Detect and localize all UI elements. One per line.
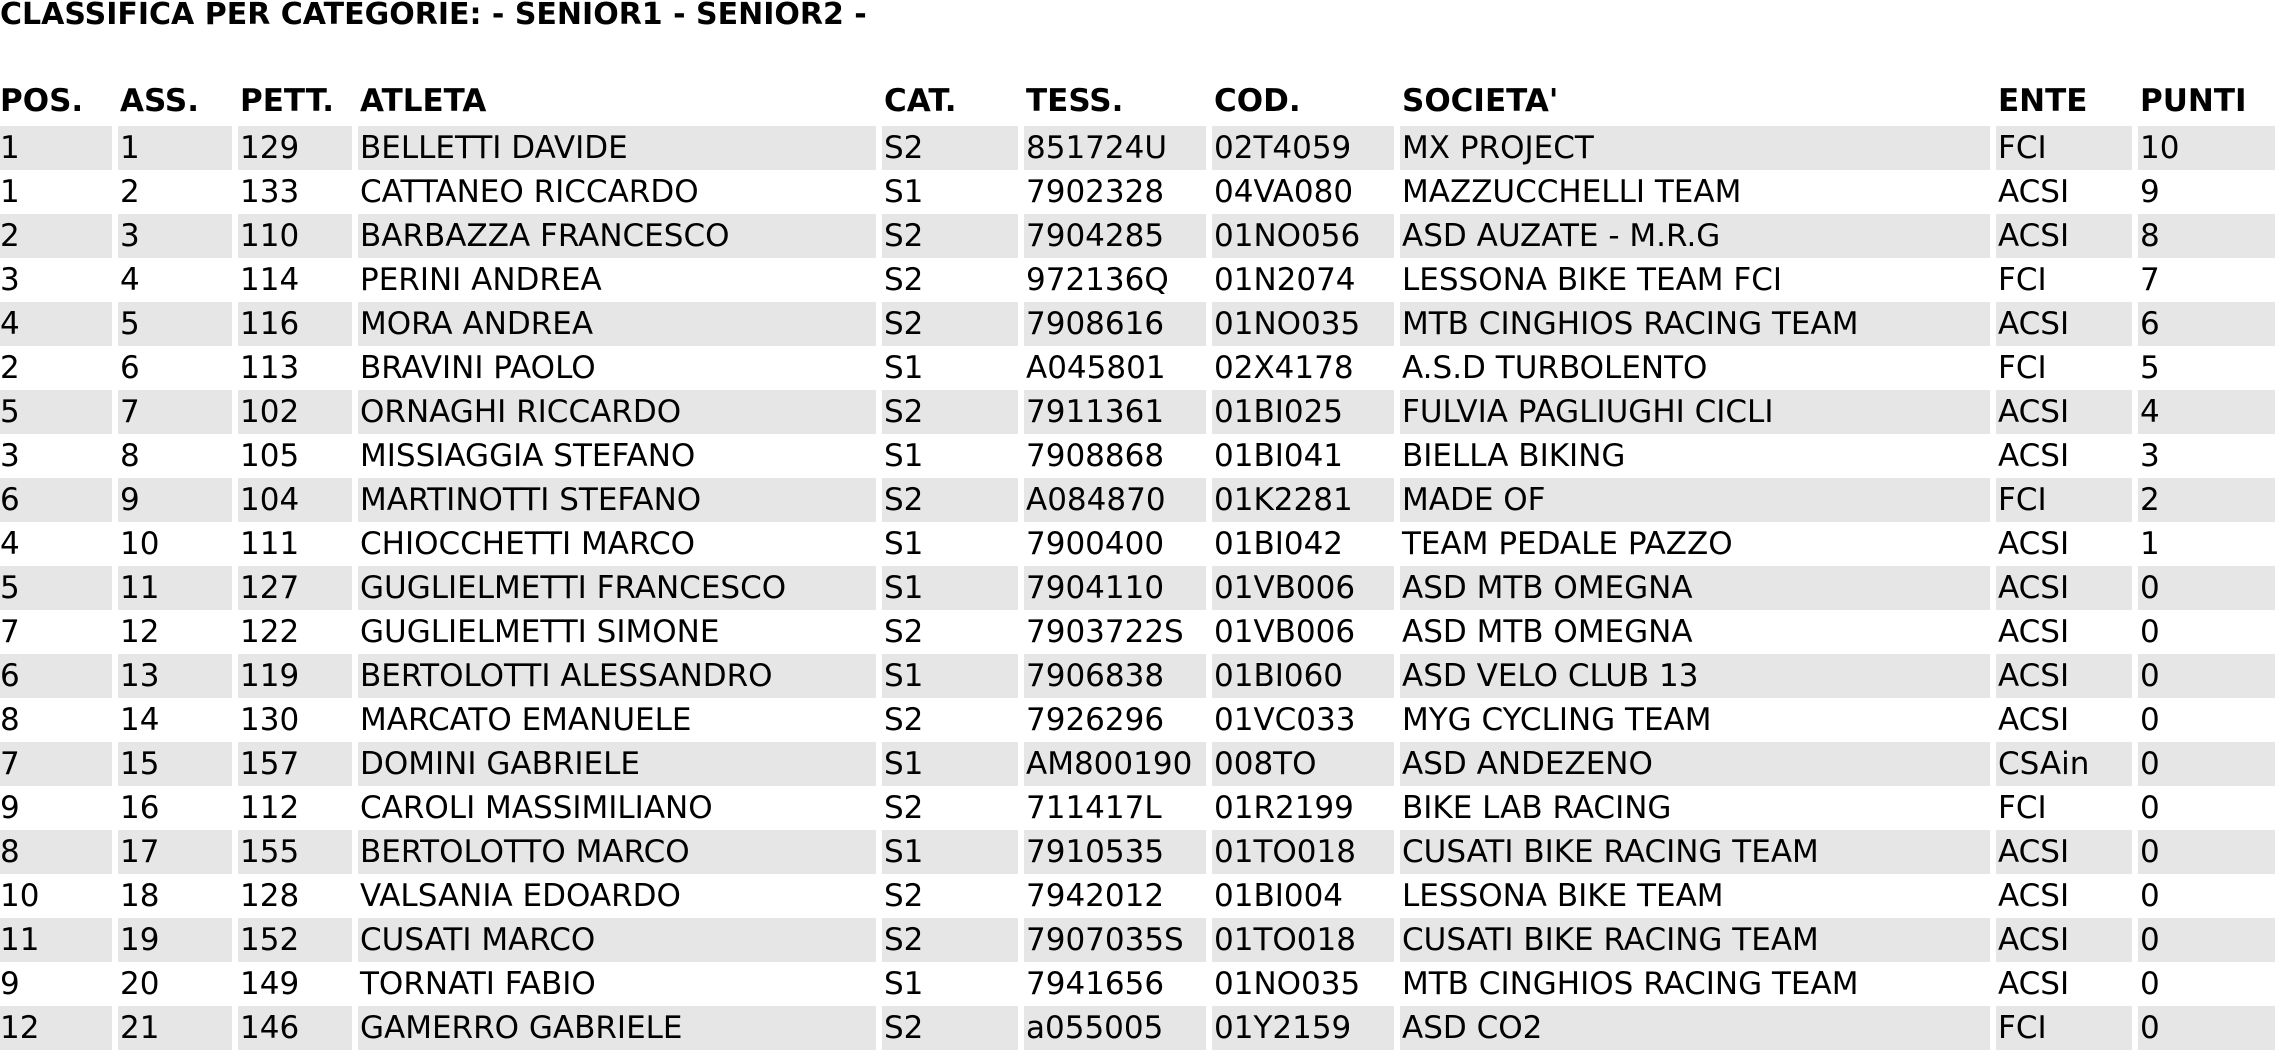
- cell-punti: 1: [2138, 522, 2275, 566]
- cell-societa: BIKE LAB RACING: [1400, 786, 1996, 830]
- cell-pett: 128: [238, 874, 358, 918]
- cell-tess: 7900400: [1024, 522, 1212, 566]
- cell-pett: 114: [238, 258, 358, 302]
- cell-ente: ACSI: [1996, 830, 2138, 874]
- cell-tess: a055005: [1024, 1006, 1212, 1050]
- cell-tess: 7908616: [1024, 302, 1212, 346]
- cell-cod: 01BI060: [1212, 654, 1400, 698]
- cell-pos: 1: [0, 170, 118, 214]
- cell-ass: 15: [118, 742, 238, 786]
- cell-tess: 7902328: [1024, 170, 1212, 214]
- cell-pett: 152: [238, 918, 358, 962]
- cell-ass: 14: [118, 698, 238, 742]
- cell-ente: ACSI: [1996, 434, 2138, 478]
- cell-cat: S1: [882, 654, 1024, 698]
- cell-pos: 8: [0, 698, 118, 742]
- cell-ente: ACSI: [1996, 874, 2138, 918]
- cell-punti: 0: [2138, 962, 2275, 1006]
- cell-societa: MADE OF: [1400, 478, 1996, 522]
- cell-cat: S2: [882, 1006, 1024, 1050]
- cell-punti: 7: [2138, 258, 2275, 302]
- cell-atleta: BERTOLOTTO MARCO: [358, 830, 882, 874]
- cell-cod: 01NO056: [1212, 214, 1400, 258]
- cell-ente: ACSI: [1996, 214, 2138, 258]
- cell-tess: 7903722S: [1024, 610, 1212, 654]
- cell-atleta: MARTINOTTI STEFANO: [358, 478, 882, 522]
- cell-cat: S2: [882, 786, 1024, 830]
- cell-cod: 01BI041: [1212, 434, 1400, 478]
- cell-societa: MTB CINGHIOS RACING TEAM: [1400, 302, 1996, 346]
- table-row: [0, 302, 2275, 346]
- cell-ente: CSAin: [1996, 742, 2138, 786]
- cell-ente: FCI: [1996, 1006, 2138, 1050]
- cell-cod: 01R2199: [1212, 786, 1400, 830]
- cell-pett: 119: [238, 654, 358, 698]
- cell-cod: 008TO: [1212, 742, 1400, 786]
- cell-cat: S2: [882, 478, 1024, 522]
- cell-cat: S2: [882, 258, 1024, 302]
- table-row: [0, 786, 2275, 830]
- cell-ass: 11: [118, 566, 238, 610]
- cell-ass: 3: [118, 214, 238, 258]
- cell-atleta: CATTANEO RICCARDO: [358, 170, 882, 214]
- cell-pos: 6: [0, 654, 118, 698]
- column-header-cat: CAT.: [884, 83, 957, 119]
- column-header-ente: ENTE: [1998, 83, 2088, 119]
- column-header-punti: PUNTI: [2140, 83, 2247, 119]
- cell-ente: FCI: [1996, 346, 2138, 390]
- table-row: [0, 126, 2275, 170]
- table-row: [0, 1006, 2275, 1050]
- cell-punti: 0: [2138, 610, 2275, 654]
- cell-pos: 2: [0, 346, 118, 390]
- page-title: CLASSIFICA PER CATEGORIE: - SENIOR1 - SENIOR2 -: [0, 0, 867, 32]
- table-row: [0, 962, 2275, 1006]
- results-table-body: [0, 126, 2275, 1050]
- cell-ass: 9: [118, 478, 238, 522]
- cell-cod: 01N2074: [1212, 258, 1400, 302]
- cell-ass: 5: [118, 302, 238, 346]
- cell-punti: 0: [2138, 654, 2275, 698]
- cell-atleta: MARCATO EMANUELE: [358, 698, 882, 742]
- cell-atleta: VALSANIA EDOARDO: [358, 874, 882, 918]
- cell-ente: ACSI: [1996, 610, 2138, 654]
- cell-cat: S2: [882, 214, 1024, 258]
- cell-pett: 146: [238, 1006, 358, 1050]
- cell-atleta: ORNAGHI RICCARDO: [358, 390, 882, 434]
- cell-cod: 01BI004: [1212, 874, 1400, 918]
- cell-societa: LESSONA BIKE TEAM: [1400, 874, 1996, 918]
- cell-tess: A084870: [1024, 478, 1212, 522]
- table-row: [0, 610, 2275, 654]
- cell-atleta: GUGLIELMETTI FRANCESCO: [358, 566, 882, 610]
- cell-pos: 4: [0, 522, 118, 566]
- table-row: [0, 742, 2275, 786]
- cell-pos: 12: [0, 1006, 118, 1050]
- cell-pett: 127: [238, 566, 358, 610]
- cell-societa: A.S.D TURBOLENTO: [1400, 346, 1996, 390]
- cell-pett: 122: [238, 610, 358, 654]
- table-row: [0, 390, 2275, 434]
- column-header-atleta: ATLETA: [360, 83, 487, 119]
- cell-pos: 10: [0, 874, 118, 918]
- cell-ass: 21: [118, 1006, 238, 1050]
- cell-punti: 0: [2138, 698, 2275, 742]
- cell-pett: 110: [238, 214, 358, 258]
- cell-tess: 972136Q: [1024, 258, 1212, 302]
- cell-cod: 02T4059: [1212, 126, 1400, 170]
- cell-punti: 0: [2138, 830, 2275, 874]
- cell-ass: 17: [118, 830, 238, 874]
- cell-cod: 02X4178: [1212, 346, 1400, 390]
- cell-atleta: BELLETTI DAVIDE: [358, 126, 882, 170]
- cell-cod: 01Y2159: [1212, 1006, 1400, 1050]
- table-row: [0, 258, 2275, 302]
- cell-tess: 7908868: [1024, 434, 1212, 478]
- cell-pett: 104: [238, 478, 358, 522]
- cell-atleta: CHIOCCHETTI MARCO: [358, 522, 882, 566]
- cell-pos: 9: [0, 786, 118, 830]
- cell-societa: MTB CINGHIOS RACING TEAM: [1400, 962, 1996, 1006]
- cell-ente: ACSI: [1996, 170, 2138, 214]
- cell-ass: 12: [118, 610, 238, 654]
- cell-pett: 133: [238, 170, 358, 214]
- cell-atleta: PERINI ANDREA: [358, 258, 882, 302]
- table-header-row: [0, 76, 2275, 126]
- cell-pos: 6: [0, 478, 118, 522]
- cell-societa: ASD MTB OMEGNA: [1400, 566, 1996, 610]
- cell-punti: 0: [2138, 742, 2275, 786]
- cell-ente: ACSI: [1996, 962, 2138, 1006]
- cell-pos: 3: [0, 258, 118, 302]
- cell-societa: ASD VELO CLUB 13: [1400, 654, 1996, 698]
- column-header-pett: PETT.: [240, 83, 334, 119]
- cell-societa: CUSATI BIKE RACING TEAM: [1400, 918, 1996, 962]
- cell-punti: 2: [2138, 478, 2275, 522]
- cell-ente: ACSI: [1996, 522, 2138, 566]
- cell-atleta: BERTOLOTTI ALESSANDRO: [358, 654, 882, 698]
- cell-ente: ACSI: [1996, 302, 2138, 346]
- cell-ass: 2: [118, 170, 238, 214]
- table-row: [0, 654, 2275, 698]
- cell-societa: MAZZUCCHELLI TEAM: [1400, 170, 1996, 214]
- cell-pos: 8: [0, 830, 118, 874]
- cell-societa: MYG CYCLING TEAM: [1400, 698, 1996, 742]
- cell-pett: 129: [238, 126, 358, 170]
- table-row: [0, 566, 2275, 610]
- cell-ente: ACSI: [1996, 698, 2138, 742]
- cell-tess: 7926296: [1024, 698, 1212, 742]
- cell-punti: 9: [2138, 170, 2275, 214]
- cell-tess: 851724U: [1024, 126, 1212, 170]
- cell-atleta: BRAVINI PAOLO: [358, 346, 882, 390]
- cell-societa: ASD AUZATE - M.R.G: [1400, 214, 1996, 258]
- cell-pett: 112: [238, 786, 358, 830]
- cell-cod: 01NO035: [1212, 302, 1400, 346]
- cell-cat: S2: [882, 874, 1024, 918]
- cell-societa: ASD ANDEZENO: [1400, 742, 1996, 786]
- cell-tess: 7904110: [1024, 566, 1212, 610]
- cell-cod: 01K2281: [1212, 478, 1400, 522]
- cell-atleta: TORNATI FABIO: [358, 962, 882, 1006]
- cell-cat: S2: [882, 918, 1024, 962]
- cell-cat: S1: [882, 346, 1024, 390]
- cell-punti: 3: [2138, 434, 2275, 478]
- cell-pos: 5: [0, 566, 118, 610]
- cell-cod: 01NO035: [1212, 962, 1400, 1006]
- cell-atleta: GAMERRO GABRIELE: [358, 1006, 882, 1050]
- cell-ass: 20: [118, 962, 238, 1006]
- cell-societa: FULVIA PAGLIUGHI CICLI: [1400, 390, 1996, 434]
- cell-ass: 6: [118, 346, 238, 390]
- cell-ass: 16: [118, 786, 238, 830]
- cell-cat: S1: [882, 434, 1024, 478]
- cell-cat: S1: [882, 566, 1024, 610]
- cell-pett: 111: [238, 522, 358, 566]
- cell-tess: A045801: [1024, 346, 1212, 390]
- cell-punti: 4: [2138, 390, 2275, 434]
- cell-cod: 04VA080: [1212, 170, 1400, 214]
- cell-tess: 7910535: [1024, 830, 1212, 874]
- column-header-cod: COD.: [1214, 83, 1301, 119]
- cell-pett: 157: [238, 742, 358, 786]
- cell-ass: 18: [118, 874, 238, 918]
- results-table: [0, 76, 2275, 1050]
- cell-pos: 7: [0, 610, 118, 654]
- cell-cat: S2: [882, 610, 1024, 654]
- cell-tess: AM800190: [1024, 742, 1212, 786]
- cell-ente: FCI: [1996, 786, 2138, 830]
- cell-pett: 155: [238, 830, 358, 874]
- cell-ass: 10: [118, 522, 238, 566]
- cell-tess: 711417L: [1024, 786, 1212, 830]
- cell-cod: 01BI025: [1212, 390, 1400, 434]
- column-header-ass: ASS.: [120, 83, 200, 119]
- cell-pos: 2: [0, 214, 118, 258]
- cell-cod: 01TO018: [1212, 830, 1400, 874]
- cell-punti: 0: [2138, 1006, 2275, 1050]
- cell-cod: 01VC033: [1212, 698, 1400, 742]
- cell-societa: MX PROJECT: [1400, 126, 1996, 170]
- cell-ass: 8: [118, 434, 238, 478]
- cell-pett: 149: [238, 962, 358, 1006]
- cell-cat: S1: [882, 522, 1024, 566]
- cell-ass: 19: [118, 918, 238, 962]
- cell-atleta: DOMINI GABRIELE: [358, 742, 882, 786]
- cell-pett: 113: [238, 346, 358, 390]
- column-header-societa: SOCIETA': [1402, 83, 1559, 119]
- cell-cod: 01VB006: [1212, 566, 1400, 610]
- cell-punti: 0: [2138, 874, 2275, 918]
- column-header-pos: POS.: [0, 83, 84, 119]
- cell-cod: 01TO018: [1212, 918, 1400, 962]
- cell-cat: S2: [882, 302, 1024, 346]
- cell-punti: 0: [2138, 786, 2275, 830]
- cell-pos: 7: [0, 742, 118, 786]
- cell-pos: 9: [0, 962, 118, 1006]
- cell-tess: 7907035S: [1024, 918, 1212, 962]
- cell-atleta: CUSATI MARCO: [358, 918, 882, 962]
- cell-tess: 7906838: [1024, 654, 1212, 698]
- cell-atleta: GUGLIELMETTI SIMONE: [358, 610, 882, 654]
- table-row: [0, 214, 2275, 258]
- column-header-tess: TESS.: [1026, 83, 1124, 119]
- cell-punti: 0: [2138, 918, 2275, 962]
- cell-ente: FCI: [1996, 478, 2138, 522]
- table-row: [0, 830, 2275, 874]
- cell-pett: 105: [238, 434, 358, 478]
- cell-atleta: CAROLI MASSIMILIANO: [358, 786, 882, 830]
- cell-pett: 130: [238, 698, 358, 742]
- table-row: [0, 434, 2275, 478]
- cell-ass: 1: [118, 126, 238, 170]
- cell-cat: S1: [882, 170, 1024, 214]
- cell-punti: 5: [2138, 346, 2275, 390]
- cell-atleta: BARBAZZA FRANCESCO: [358, 214, 882, 258]
- table-row: [0, 522, 2275, 566]
- table-row: [0, 346, 2275, 390]
- cell-pett: 116: [238, 302, 358, 346]
- cell-cod: 01BI042: [1212, 522, 1400, 566]
- cell-cat: S2: [882, 698, 1024, 742]
- cell-cod: 01VB006: [1212, 610, 1400, 654]
- cell-punti: 0: [2138, 566, 2275, 610]
- cell-societa: CUSATI BIKE RACING TEAM: [1400, 830, 1996, 874]
- table-row: [0, 918, 2275, 962]
- cell-ente: ACSI: [1996, 390, 2138, 434]
- cell-societa: TEAM PEDALE PAZZO: [1400, 522, 1996, 566]
- cell-ente: ACSI: [1996, 654, 2138, 698]
- cell-ass: 4: [118, 258, 238, 302]
- table-row: [0, 874, 2275, 918]
- cell-cat: S1: [882, 962, 1024, 1006]
- cell-pos: 3: [0, 434, 118, 478]
- cell-pos: 4: [0, 302, 118, 346]
- cell-pos: 11: [0, 918, 118, 962]
- cell-atleta: MORA ANDREA: [358, 302, 882, 346]
- cell-punti: 6: [2138, 302, 2275, 346]
- cell-pett: 102: [238, 390, 358, 434]
- cell-ente: FCI: [1996, 126, 2138, 170]
- cell-tess: 7942012: [1024, 874, 1212, 918]
- cell-cat: S2: [882, 390, 1024, 434]
- cell-punti: 10: [2138, 126, 2275, 170]
- cell-tess: 7904285: [1024, 214, 1212, 258]
- cell-punti: 8: [2138, 214, 2275, 258]
- cell-cat: S1: [882, 830, 1024, 874]
- cell-ente: FCI: [1996, 258, 2138, 302]
- cell-ass: 7: [118, 390, 238, 434]
- cell-ente: ACSI: [1996, 918, 2138, 962]
- cell-ass: 13: [118, 654, 238, 698]
- table-row: [0, 478, 2275, 522]
- cell-societa: BIELLA BIKING: [1400, 434, 1996, 478]
- cell-cat: S2: [882, 126, 1024, 170]
- cell-cat: S1: [882, 742, 1024, 786]
- cell-tess: 7941656: [1024, 962, 1212, 1006]
- cell-societa: LESSONA BIKE TEAM FCI: [1400, 258, 1996, 302]
- table-row: [0, 170, 2275, 214]
- table-row: [0, 698, 2275, 742]
- cell-pos: 1: [0, 126, 118, 170]
- cell-societa: ASD CO2: [1400, 1006, 1996, 1050]
- cell-ente: ACSI: [1996, 566, 2138, 610]
- cell-atleta: MISSIAGGIA STEFANO: [358, 434, 882, 478]
- cell-societa: ASD MTB OMEGNA: [1400, 610, 1996, 654]
- cell-tess: 7911361: [1024, 390, 1212, 434]
- cell-pos: 5: [0, 390, 118, 434]
